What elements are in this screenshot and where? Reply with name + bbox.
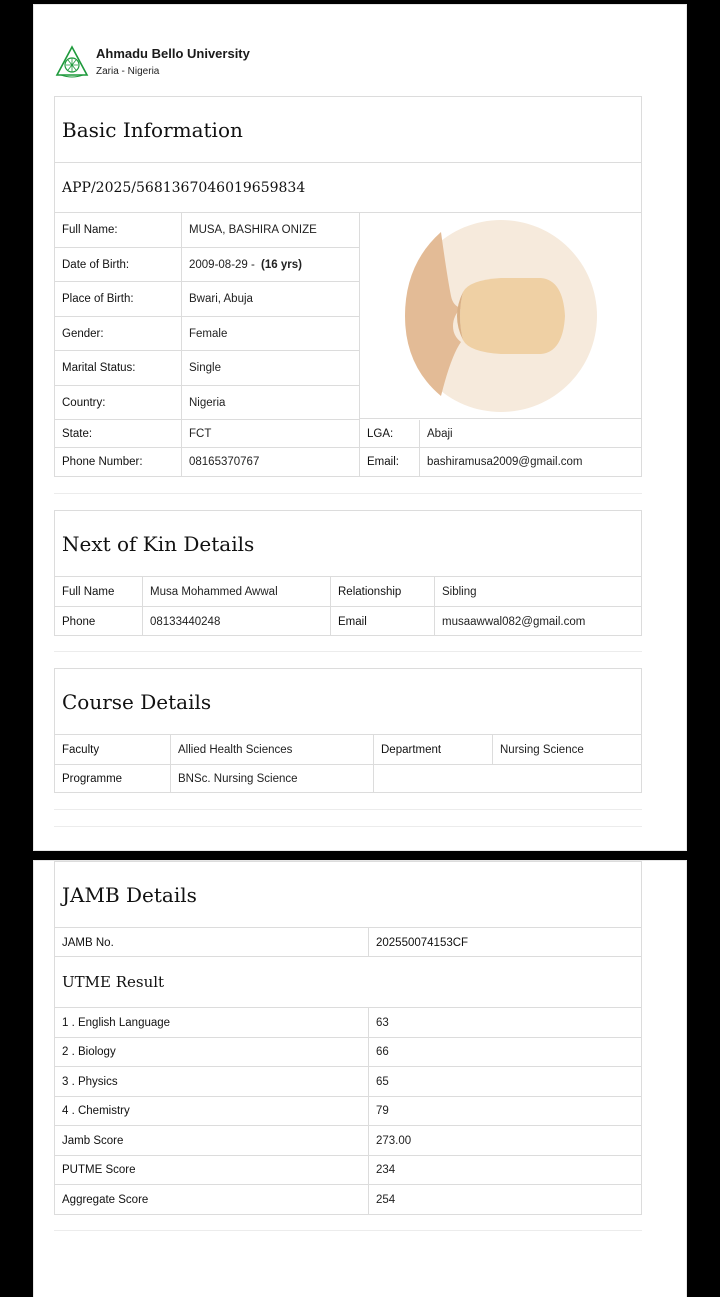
divider (54, 1230, 642, 1231)
divider (54, 493, 642, 494)
nok-email-label: Email (331, 607, 435, 636)
aggregate-score-value: 254 (376, 1194, 396, 1206)
subject-score: 65 (369, 1067, 642, 1097)
basic-information-section (54, 96, 642, 477)
divider (54, 651, 642, 652)
pob-label: Place of Birth: (55, 282, 182, 317)
marital-status-value: Single (182, 351, 360, 386)
state-label: State: (55, 420, 182, 448)
next-of-kin-title: Next of Kin Details (55, 511, 641, 577)
phone-number-label: Phone Number: (55, 448, 182, 476)
empty-cell (374, 765, 642, 793)
faculty-value: Allied Health Sciences (171, 735, 374, 765)
nok-email-value: musaawwal082@gmail.com (442, 615, 586, 628)
dob-age: (16 yrs) (261, 258, 302, 271)
gender-label: Gender: (55, 317, 182, 351)
marital-status-label: Marital Status: (55, 351, 182, 386)
jamb-score-value: 273.00 (369, 1126, 642, 1156)
email-value: bashiramusa2009@gmail.com (427, 456, 583, 468)
full-name-value: MUSA, BASHIRA ONIZE (182, 213, 360, 248)
nok-relationship-value: Sibling (435, 577, 642, 607)
document-page-1 (33, 4, 687, 851)
document-page-2 (33, 860, 687, 1297)
state-value: FCT (182, 420, 360, 448)
application-number: APP/2025/5681367046019659834 (55, 163, 641, 213)
lga-value: Abaji (420, 420, 642, 448)
jamb-no-label: JAMB No. (55, 928, 369, 957)
gender-value: Female (182, 317, 360, 351)
avatar-placeholder (401, 216, 601, 416)
putme-score-label: PUTME Score (55, 1156, 369, 1185)
country-value: Nigeria (182, 386, 360, 420)
nok-full-name-value: Musa Mohammed Awwal (143, 577, 331, 607)
subject-label: 4 . Chemistry (55, 1097, 369, 1126)
email-label: Email: (360, 448, 420, 476)
subject-score: 79 (369, 1097, 642, 1126)
dob-label: Date of Birth: (55, 248, 182, 282)
university-header (55, 45, 250, 79)
department-value: Nursing Science (493, 735, 642, 765)
next-of-kin-section (54, 510, 642, 636)
programme-value: BNSc. Nursing Science (171, 765, 374, 793)
university-location: Zaria - Nigeria (96, 65, 160, 77)
pob-value: Bwari, Abuja (182, 282, 360, 317)
jamb-no-value: 202550074153CF (376, 936, 469, 949)
divider (54, 826, 642, 827)
subject-score: 63 (369, 1008, 642, 1038)
dob-value (182, 248, 360, 282)
nok-phone-value: 08133440248 (143, 607, 331, 636)
course-details-title: Course Details (55, 669, 641, 735)
nok-phone-label: Phone (55, 607, 143, 636)
programme-label: Programme (55, 765, 171, 793)
country-label: Country: (55, 386, 182, 420)
full-name-label: Full Name: (55, 213, 182, 248)
lga-label: LGA: (360, 420, 420, 448)
jamb-score-label: Jamb Score (55, 1126, 369, 1156)
subject-label: 1 . English Language (55, 1008, 369, 1038)
jamb-details-title: JAMB Details (55, 862, 641, 928)
jamb-details-section (54, 861, 642, 1215)
utme-result-title: UTME Result (55, 957, 641, 1008)
faculty-label: Faculty (55, 735, 171, 765)
subject-label: 2 . Biology (55, 1038, 369, 1067)
course-details-section (54, 668, 642, 793)
basic-information-title: Basic Information (55, 97, 641, 163)
subject-score: 66 (369, 1038, 642, 1067)
divider (54, 809, 642, 810)
university-name: Ahmadu Bello University (96, 45, 250, 61)
nok-full-name-label: Full Name (55, 577, 143, 607)
subject-label: 3 . Physics (55, 1067, 369, 1097)
nok-relationship-label: Relationship (331, 577, 435, 607)
department-label: Department (374, 735, 493, 765)
phone-number-value: 08165370767 (182, 448, 360, 476)
aggregate-score-label: Aggregate Score (55, 1185, 369, 1215)
putme-score-value: 234 (369, 1156, 642, 1185)
university-logo (55, 45, 89, 79)
passport-photo (360, 213, 642, 419)
dob-date: 2009-08-29 - (189, 258, 259, 271)
